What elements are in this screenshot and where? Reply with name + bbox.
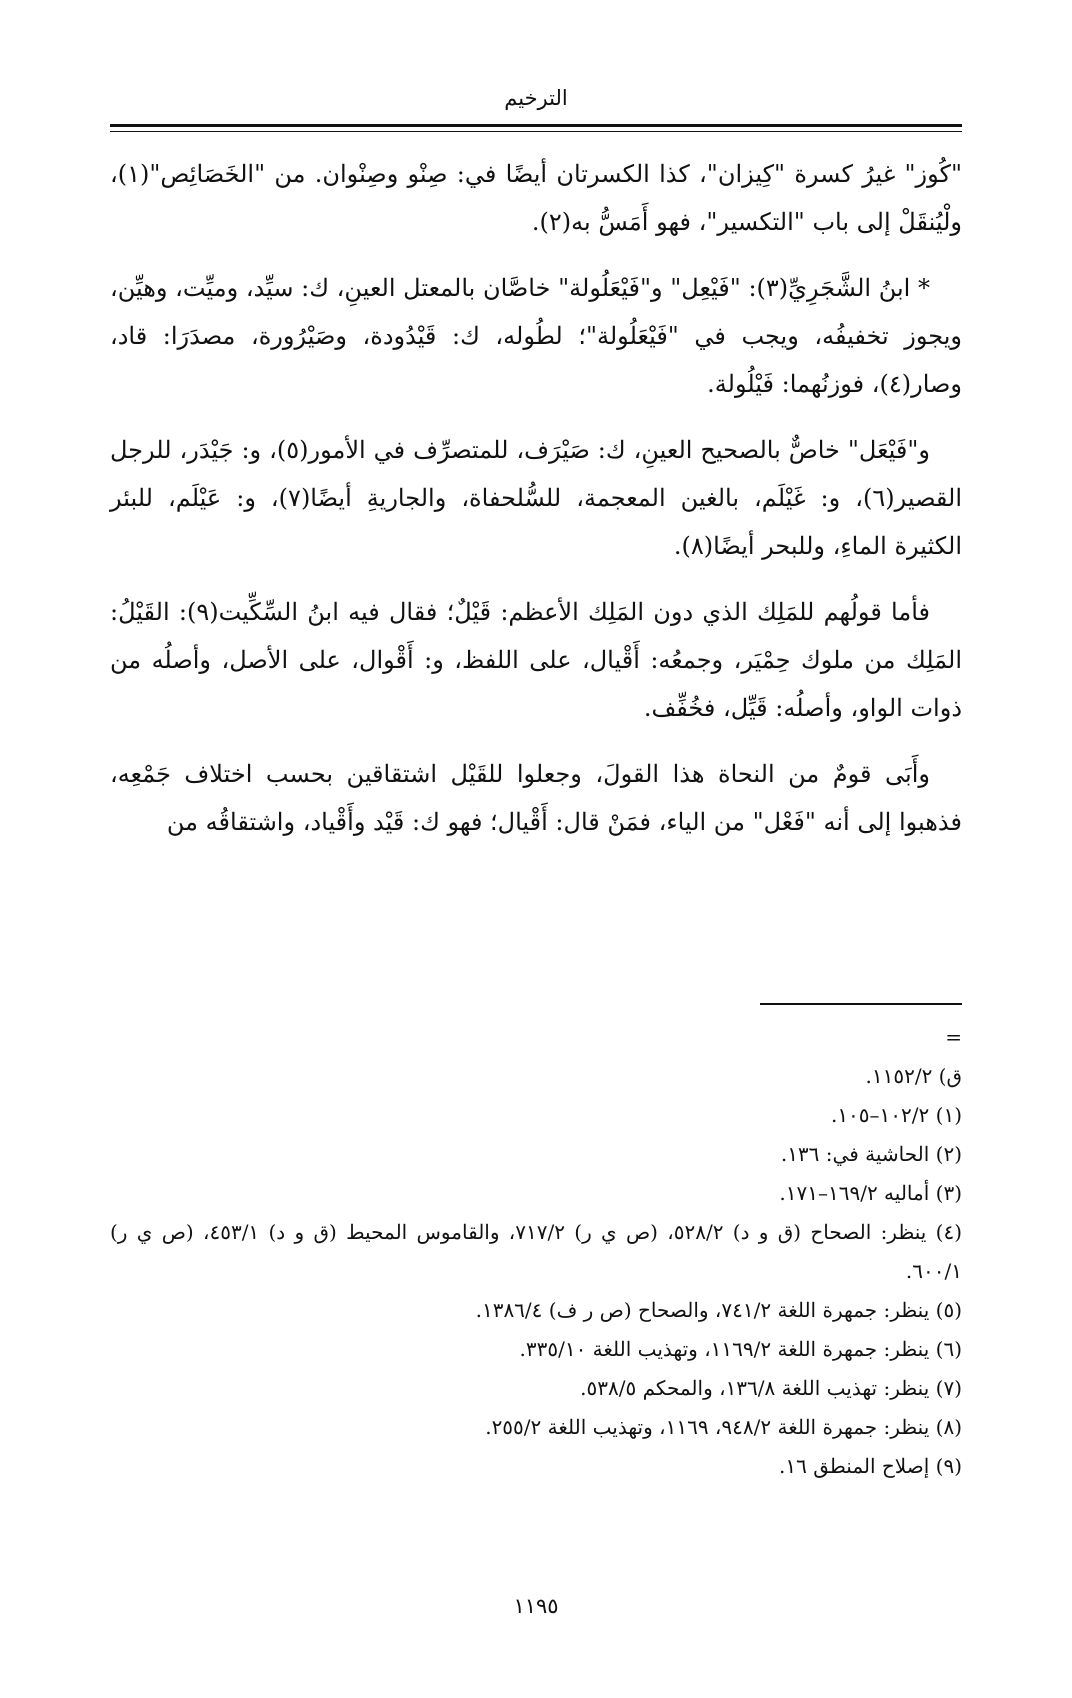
footnote: (٣) أماليه ١٦٩/٢–١٧١. — [779, 1181, 962, 1205]
header-rule-thick — [110, 124, 962, 127]
footnote: ق) ١١٥٢/٢. — [865, 1064, 962, 1088]
footnote: (٨) ينظر: جمهرة اللغة ٩٤٨/٢، ١١٦٩، وتهذيب اللغة ٢٥٥/٢. — [485, 1415, 962, 1439]
footnote: (٧) ينظر: تهذيب اللغة ١٣٦/٨، والمحكم ٥٣٨/٥. — [580, 1376, 962, 1400]
footnote-continuation-mark: = — [945, 1025, 962, 1049]
paragraph: "كُوز" غيرُ كسرة "كِيزان"، كذا الكسرتان أيضًا في: صِنْو وصِنْوان. من "الخَصَائِص"(١)، ولْيُنقَلْ إلى باب "التكسير"، فهو أَمَسُّ به(٢). — [110, 160, 962, 236]
paragraph: * ابنُ الشَّجَرِيِّ(٣): "فَيْعِل" و"فَيْعَلُولة" خاصَّان بالمعتل العينِ، ك: سيِّد، وميِّت، وهيِّن، ويجوز تخفيفُه، ويجب في "فَيْعَلُولة"؛ لطُوله، ك: قَيْدُودة، وصَيْرُورة، مصدَرَا: قاد، وصار(٤)، فوزنُهما: فَيْلُولة. — [110, 274, 962, 398]
paragraph: وأَبَى قومٌ من النحاة هذا القولَ، وجعلوا للقَيْل اشتقاقين بحسب اختلاف جَمْعِه، فذهبوا إلى أنه "فَعْل" من الياء، فمَنْ قال: أَقْيال؛ فهو ك: قَيْد وأَقْياد، واشتقاقُه من — [110, 760, 962, 836]
footnote: (٤) ينظر: الصحاح (ق و د) ٥٢٨/٢، (ص ي ر) ٧١٧/٢، والقاموس المحيط (ق و د) ٤٥٣/١، (ص ي ر) ٦٠٠/١. — [110, 1220, 963, 1283]
page-number: ١١٩٥ — [513, 1594, 559, 1618]
footnotes — [110, 1018, 962, 1486]
main-text — [110, 150, 962, 864]
footnote: (٩) إصلاح المنطق ١٦. — [779, 1454, 962, 1478]
footnote: (٥) ينظر: جمهرة اللغة ٧٤١/٢، والصحاح (ص ر ف) ١٣٨٦/٤. — [475, 1298, 962, 1322]
paragraph: فأما قولُهم للمَلِك الذي دون المَلِك الأعظم: قَيْلٌ؛ فقال فيه ابنُ السِّكِّيت(٩): القَيْلُ: المَلِك من ملوك حِمْيَر، وجمعُه: أَقْيال، على اللفظ، و: أَقْوال، على الأصل، وأصلُه من ذوات الواو، وأصلُه: قَيِّل، فخُفِّف. — [110, 598, 962, 722]
footnote: (٢) الحاشية في: ١٣٦. — [780, 1142, 962, 1166]
paragraph: و"فَيْعَل" خاصٌّ بالصحيح العينِ، ك: صَيْرَف، للمتصرِّف في الأمور(٥)، و: جَيْدَر، للرجل القصير(٦)، و: غَيْلَم، بالغين المعجمة، للسُّلحفاة، والجاريةِ أيضًا(٧)، و: عَيْلَم، للبئر الكثيرة الماءِ، وللبحر أيضًا(٨). — [110, 436, 962, 560]
footnote: (٦) ينظر: جمهرة اللغة ١١٦٩/٢، وتهذيب اللغة ٣٣٥/١٠. — [519, 1337, 962, 1361]
running-title: الترخيم — [504, 86, 568, 110]
footnote: (١) ١٠٢/٢–١٠٥. — [830, 1103, 962, 1127]
footnote-separator — [760, 1003, 962, 1005]
header-rule-thin — [110, 131, 962, 132]
